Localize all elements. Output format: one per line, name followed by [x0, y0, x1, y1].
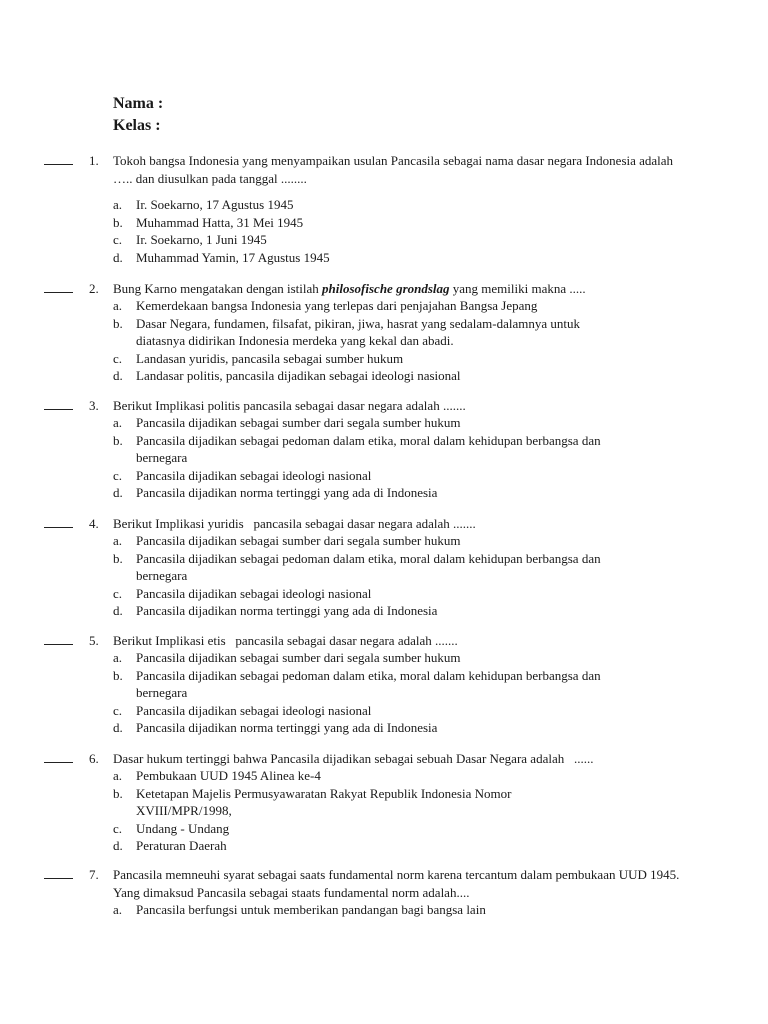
answer-blank[interactable] — [44, 400, 73, 410]
option-a[interactable]: a. Kemerdekaan bangsa Indonesia yang terlepas dari penjajahan Bangsa Jepang — [113, 298, 538, 313]
options-list — [113, 649, 653, 737]
option-a[interactable]: a. Ir. Soekarno, 17 Agustus 1945 — [113, 197, 294, 212]
option-c[interactable]: c. Ir. Soekarno, 1 Juni 1945 — [113, 232, 267, 247]
question-number: 5. — [89, 633, 99, 648]
option-d[interactable]: d. Pancasila dijadikan norma tertinggi yang ada di Indonesia — [113, 603, 438, 618]
option-a[interactable]: a. Pancasila dijadikan sebagai sumber dari segala sumber hukum — [113, 415, 461, 430]
answer-blank[interactable] — [44, 869, 73, 879]
student-header — [113, 94, 163, 138]
question-text: Berikut Implikasi etis pancasila sebagai dasar negara adalah ....... — [113, 633, 458, 648]
question-number: 1. — [89, 153, 99, 168]
option-b[interactable]: b. Pancasila dijadikan sebagai pedoman dalam etika, moral dalam kehidupan berbangsa dan bernegara — [113, 667, 601, 700]
option-c[interactable]: c. Pancasila dijadikan sebagai ideologi nasional — [113, 585, 372, 601]
option-b[interactable]: b. Pancasila dijadikan sebagai pedoman dalam etika, moral dalam kehidupan berbangsa dan bernegara — [113, 432, 601, 465]
question-text: Berikut Implikasi politis pancasila sebagai dasar negara adalah ....... — [113, 398, 466, 413]
question-number: 7. — [89, 867, 99, 882]
key-term: philosofische grondslag — [322, 281, 450, 296]
answer-blank[interactable] — [44, 155, 73, 165]
nama-label: Nama : — [113, 95, 164, 112]
option-b[interactable]: b. Dasar Negara, fundamen, filsafat, pikiran, jiwa, hasrat yang sedalam-dalamnya untuk diatasnya didirikan Indonesia merdeka yang kekal dan abadi. — [113, 315, 580, 348]
question-number: 2. — [89, 281, 99, 296]
question-text: Pancasila memneuhi syarat sebagai saats fundamental norm karena tercantum dalam pembukaan UUD 1945. Yang dimaksud Pancasila sebagai staats fundamental norm adalah.... — [113, 867, 680, 900]
options-list — [113, 532, 653, 620]
kelas-label: Kelas : — [113, 117, 161, 134]
option-c[interactable]: c. Undang - Undang — [113, 820, 230, 836]
answer-blank[interactable] — [44, 753, 73, 763]
question-number: 3. — [89, 398, 99, 413]
option-d[interactable]: d. Landasar politis, pancasila dijadikan sebagai ideologi nasional — [113, 368, 461, 383]
option-c[interactable]: c. Pancasila dijadikan sebagai ideologi nasional — [113, 467, 372, 483]
option-b[interactable]: b. Pancasila dijadikan sebagai pedoman dalam etika, moral dalam kehidupan berbangsa dan bernegara — [113, 550, 601, 583]
option-c[interactable]: c. Landasan yuridis, pancasila sebagai sumber hukum — [113, 350, 404, 366]
question-text: Dasar hukum tertinggi bahwa Pancasila dijadikan sebagai sebuah Dasar Negara adalah ...... — [113, 751, 594, 766]
option-a[interactable]: a. Pancasila dijadikan sebagai sumber dari segala sumber hukum — [113, 533, 461, 548]
option-c[interactable]: c. Pancasila dijadikan sebagai ideologi nasional — [113, 702, 372, 718]
question-text: Bung Karno mengatakan dengan istilah philosofische grondslag yang memiliki makna ..... — [113, 281, 586, 296]
option-d[interactable]: d. Muhammad Yamin, 17 Agustus 1945 — [113, 249, 330, 265]
options-list — [113, 901, 653, 919]
option-b[interactable]: b. Muhammad Hatta, 31 Mei 1945 — [113, 214, 304, 230]
answer-blank[interactable] — [44, 518, 73, 528]
question-text: Tokoh bangsa Indonesia yang menyampaikan usulan Pancasila sebagai nama dasar negara Indonesia adalah ….. dan diusulkan pada tanggal ........ — [113, 153, 674, 186]
options-list — [113, 196, 653, 266]
option-a[interactable]: a. Pembukaan UUD 1945 Alinea ke-4 — [113, 768, 321, 783]
answer-blank[interactable] — [44, 283, 73, 293]
options-list — [113, 297, 653, 385]
option-d[interactable]: d. Pancasila dijadikan norma tertinggi yang ada di Indonesia — [113, 720, 438, 735]
option-a[interactable]: a. Pancasila dijadikan sebagai sumber dari segala sumber hukum — [113, 650, 461, 665]
question-number: 6. — [89, 751, 99, 766]
option-d[interactable]: d. Peraturan Daerah — [113, 838, 227, 853]
options-list — [113, 767, 653, 855]
options-list — [113, 414, 653, 502]
option-a[interactable]: a. Pancasila berfungsi untuk memberikan pandangan bagi bangsa lain — [113, 902, 486, 917]
answer-blank[interactable] — [44, 635, 73, 645]
question-number: 4. — [89, 516, 99, 531]
question-text: Berikut Implikasi yuridis pancasila sebagai dasar negara adalah ....... — [113, 516, 476, 531]
option-d[interactable]: d. Pancasila dijadikan norma tertinggi yang ada di Indonesia — [113, 485, 438, 500]
option-b[interactable]: b. Ketetapan Majelis Permusyawaratan Rakyat Republik Indonesia Nomor XVIII/MPR/1998, — [113, 785, 512, 818]
